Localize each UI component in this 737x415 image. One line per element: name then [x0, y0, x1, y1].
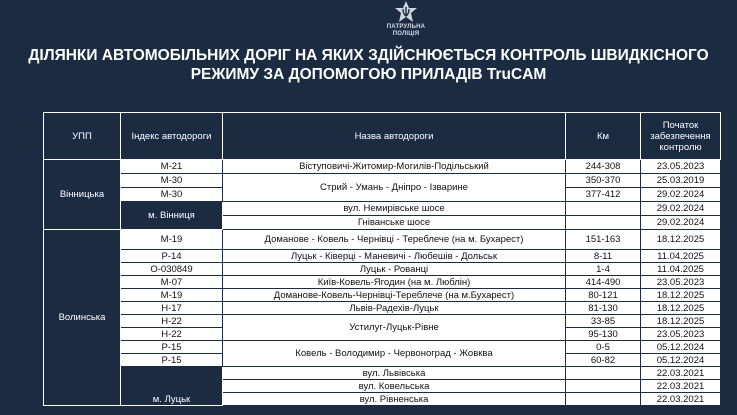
road-index: Н-22 — [121, 315, 223, 328]
start-date: 22.03.2021 — [641, 393, 721, 406]
road-km: 151-163 — [566, 230, 641, 250]
road-name: вул. Ковельська — [223, 380, 566, 393]
start-date: 23.05.2023 — [641, 328, 721, 341]
road-name: вул. Рівненська — [223, 393, 566, 406]
start-date: 29.02.2024 — [641, 216, 721, 230]
road-index: М-30 — [121, 174, 223, 188]
start-date: 22.03.2021 — [641, 380, 721, 393]
table-row — [44, 250, 721, 263]
start-date: 18.12.2025 — [641, 230, 721, 250]
header-upp: УПП — [44, 113, 121, 160]
start-date: 29.02.2024 — [641, 202, 721, 216]
table-row — [44, 263, 721, 276]
road-name: Гніванське шосе — [223, 216, 566, 230]
table-row — [44, 341, 721, 354]
header-start-date: Початок забезпечення контролю — [641, 113, 721, 160]
road-index: Р-15 — [121, 354, 223, 367]
road-index: Р-15 — [121, 341, 223, 354]
start-date: 29.02.2024 — [641, 188, 721, 202]
road-index: М-07 — [121, 276, 223, 289]
start-date: 23.05.2023 — [641, 276, 721, 289]
road-km: 1-4 — [566, 263, 641, 276]
table-row — [44, 302, 721, 315]
header-road-name: Назва автодороги — [223, 113, 566, 160]
road-km — [566, 216, 641, 230]
upp-vinnytsia: Вінницька — [44, 160, 121, 230]
road-name: Стрий - Умань - Дніпро - Ізварине — [223, 174, 566, 202]
road-name: Віступовичі-Житомир-Могилів-Подільський — [223, 160, 566, 174]
title-line-2: РЕЖИМУ ЗА ДОПОМОГОЮ ПРИЛАДІВ TruCAM — [190, 66, 547, 83]
table-row — [44, 289, 721, 302]
page-title — [0, 46, 737, 84]
road-index: М-21 — [121, 160, 223, 174]
logo-line-1: ПАТРУЛЬНА — [386, 24, 426, 30]
road-km: 377-412 — [566, 188, 641, 202]
road-km: 60-82 — [566, 354, 641, 367]
road-name: Луцьк - Ківерці - Маневичі - Любешів - Дольськ — [223, 250, 566, 263]
road-km: 350-370 — [566, 174, 641, 188]
road-index: М-30 — [121, 188, 223, 202]
table-row — [44, 202, 721, 216]
road-name: Доманове-Ковель-Чернівці-Тереблече (на м.Бухарест) — [223, 289, 566, 302]
road-index: Р-14 — [121, 250, 223, 263]
header-road-index: Індекс автодороги — [121, 113, 223, 160]
start-date: 23.05.2023 — [641, 160, 721, 174]
road-index: Н-17 — [121, 302, 223, 315]
start-date: 11.04.2025 — [641, 263, 721, 276]
road-km: 8-11 — [566, 250, 641, 263]
road-name: Львів-Радехів-Луцьк — [223, 302, 566, 315]
logo-line-2: ПОЛІЦІЯ — [392, 31, 420, 37]
patrol-police-logo — [381, 0, 431, 42]
table-row — [44, 276, 721, 289]
police-shield-icon — [393, 0, 419, 24]
table-row — [44, 367, 721, 380]
start-date: 18.12.2025 — [641, 302, 721, 315]
title-line-1: ДІЛЯНКИ АВТОМОБІЛЬНИХ ДОРІГ НА ЯКИХ ЗДІЙСНЮЄТЬСЯ КОНТРОЛЬ ШВИДКІСНОГО — [28, 47, 709, 64]
road-km: 0-5 — [566, 341, 641, 354]
road-index: О-030849 — [121, 263, 223, 276]
start-date: 22.03.2021 — [641, 367, 721, 380]
road-km: 81-130 — [566, 302, 641, 315]
city-vinnytsia: м. Вінниця — [121, 202, 223, 230]
road-km: 95-130 — [566, 328, 641, 341]
start-date: 18.12.2025 — [641, 289, 721, 302]
road-km: 80-121 — [566, 289, 641, 302]
start-date: 25.03.2019 — [641, 174, 721, 188]
road-km — [566, 380, 641, 393]
road-name: Київ-Ковель-Ягодин (на м. Люблін) — [223, 276, 566, 289]
start-date: 05.12.2024 — [641, 354, 721, 367]
road-name: Ковель - Володимир - Червоноград - Жовква — [223, 341, 566, 367]
start-date: 11.04.2025 — [641, 250, 721, 263]
road-index: М-19 — [121, 230, 223, 250]
road-km — [566, 202, 641, 216]
table-row — [44, 315, 721, 328]
road-km — [566, 393, 641, 406]
road-name: Луцьк - Рованці — [223, 263, 566, 276]
table-row — [44, 230, 721, 250]
road-name: вул. Немирівське шосе — [223, 202, 566, 216]
road-index: Н-22 — [121, 328, 223, 341]
road-km: 33-85 — [566, 315, 641, 328]
road-km: 414-490 — [566, 276, 641, 289]
header-km: Км — [566, 113, 641, 160]
road-name: вул. Львівська — [223, 367, 566, 380]
road-km: 244-308 — [566, 160, 641, 174]
road-index: М-19 — [121, 289, 223, 302]
city-lutsk: м. Луцьк — [121, 367, 223, 406]
road-name: Устилуг-Луцьк-Рівне — [223, 315, 566, 341]
speed-control-table — [43, 112, 721, 406]
start-date: 05.12.2024 — [641, 341, 721, 354]
table-row — [44, 160, 721, 174]
table-row — [44, 174, 721, 188]
road-name: Доманове - Ковель - Чернівці - Тереблече (на м. Бухарест) — [223, 230, 566, 250]
start-date: 18.12.2025 — [641, 315, 721, 328]
road-km — [566, 367, 641, 380]
upp-volyn: Волинська — [44, 230, 121, 406]
